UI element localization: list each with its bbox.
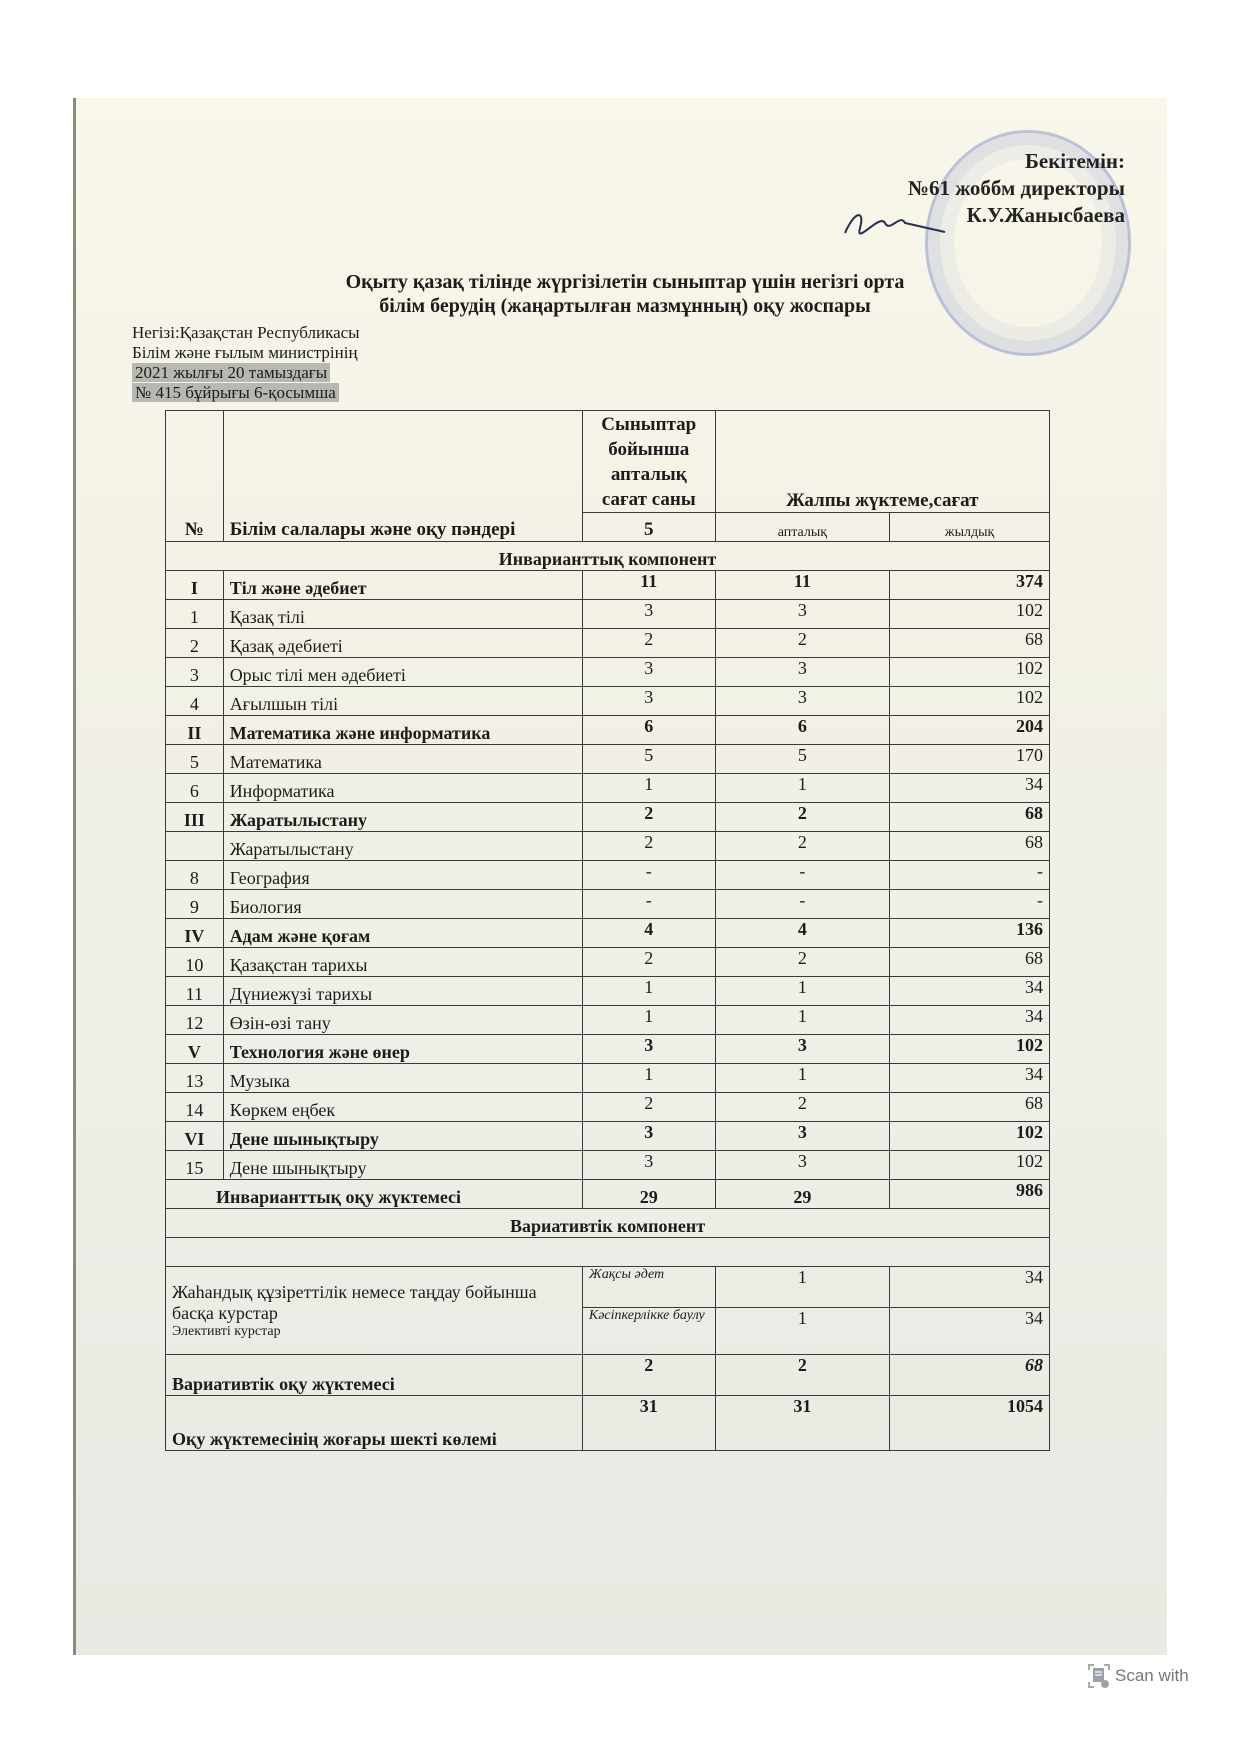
- row-subject: Орыс тілі мен әдебиеті: [223, 658, 582, 687]
- row-weekly-hours: 11: [715, 571, 890, 600]
- max-total-grade: 31: [582, 1396, 715, 1451]
- row-subject: Жаратылыстану: [223, 803, 582, 832]
- row-yearly-hours: 204: [890, 716, 1050, 745]
- basis-reference: [132, 323, 360, 403]
- table-row: [166, 600, 1050, 629]
- row-grade-hours: 3: [582, 600, 715, 629]
- table-row: [166, 1006, 1050, 1035]
- row-num: 1: [166, 600, 224, 629]
- row-weekly-hours: 2: [715, 629, 890, 658]
- row-subject: Жаратылыстану: [223, 832, 582, 861]
- row-yearly-hours: 102: [890, 600, 1050, 629]
- row-yearly-hours: 68: [890, 832, 1050, 861]
- table-row: [166, 832, 1050, 861]
- row-num: [166, 832, 224, 861]
- scanner-watermark: [1087, 1663, 1189, 1689]
- row-weekly-hours: -: [715, 861, 890, 890]
- table-row: [166, 658, 1050, 687]
- variative-title: Вариативтік компонент: [166, 1209, 1050, 1238]
- title-line-2: білім берудің (жаңартылған мазмұнның) оқу жоспары: [379, 295, 871, 317]
- row-grade-hours: 1: [582, 1064, 715, 1093]
- table-row: [166, 774, 1050, 803]
- row-subject: Дүниежүзі тарихы: [223, 977, 582, 1006]
- table-row: [166, 948, 1050, 977]
- row-grade-hours: 6: [582, 716, 715, 745]
- row-grade-hours: 3: [582, 658, 715, 687]
- table-row: [166, 745, 1050, 774]
- row-yearly-hours: 102: [890, 1151, 1050, 1180]
- variative-row-1: [166, 1267, 1050, 1308]
- row-subject: Тіл және әдебиет: [223, 571, 582, 600]
- row-num: 15: [166, 1151, 224, 1180]
- row-weekly-hours: 3: [715, 687, 890, 716]
- row-num: 14: [166, 1093, 224, 1122]
- table-row: [166, 629, 1050, 658]
- table-header-row: [166, 411, 1050, 513]
- table-row: [166, 1151, 1050, 1180]
- table-row: [166, 1035, 1050, 1064]
- row-grade-hours: 1: [582, 1006, 715, 1035]
- variative-groups: [166, 1267, 583, 1355]
- header-yearly-sub: жылдық: [890, 512, 1050, 541]
- invariant-total-grade: 29: [582, 1180, 715, 1209]
- variative-weekly-2: 1: [715, 1308, 890, 1355]
- variative-group-1: Жаһандық құзіреттілік немесе таңдау бойынша басқа курстар: [172, 1281, 537, 1323]
- row-grade-hours: 2: [582, 803, 715, 832]
- row-weekly-hours: 3: [715, 600, 890, 629]
- row-num: II: [166, 716, 224, 745]
- variative-group-2: Элективті курстар: [172, 1323, 281, 1339]
- row-grade-hours: 2: [582, 832, 715, 861]
- row-weekly-hours: 2: [715, 803, 890, 832]
- row-yearly-hours: 102: [890, 658, 1050, 687]
- header-weekly-sub: апталық: [715, 512, 890, 541]
- approval-heading: Бекітемін:: [1024, 149, 1125, 173]
- row-num: 9: [166, 890, 224, 919]
- row-num: 6: [166, 774, 224, 803]
- row-yearly-hours: 102: [890, 687, 1050, 716]
- variative-yearly-2: 34: [890, 1308, 1050, 1355]
- row-grade-hours: 4: [582, 919, 715, 948]
- row-weekly-hours: 1: [715, 774, 890, 803]
- table-row: [166, 687, 1050, 716]
- row-weekly-hours: 2: [715, 948, 890, 977]
- variative-total-yearly: 68: [890, 1355, 1050, 1396]
- scanner-watermark-label: Scan with: [1115, 1666, 1189, 1685]
- row-grade-hours: -: [582, 890, 715, 919]
- row-subject: Ағылшын тілі: [223, 687, 582, 716]
- row-num: IV: [166, 919, 224, 948]
- header-num: №: [166, 411, 224, 542]
- row-weekly-hours: 5: [715, 745, 890, 774]
- row-weekly-hours: 6: [715, 716, 890, 745]
- row-yearly-hours: 170: [890, 745, 1050, 774]
- table-row: [166, 1122, 1050, 1151]
- row-grade-hours: 2: [582, 629, 715, 658]
- row-subject: Математика: [223, 745, 582, 774]
- row-yearly-hours: 34: [890, 977, 1050, 1006]
- row-yearly-hours: 34: [890, 1006, 1050, 1035]
- row-subject: Дене шынықтыру: [223, 1122, 582, 1151]
- variative-yearly-1: 34: [890, 1267, 1050, 1308]
- row-weekly-hours: -: [715, 890, 890, 919]
- max-total-weekly: 31: [715, 1396, 890, 1451]
- basis-line-3: 2021 жылғы 20 тамыздағы: [132, 363, 330, 382]
- row-num: 3: [166, 658, 224, 687]
- row-num: 10: [166, 948, 224, 977]
- row-yearly-hours: 68: [890, 803, 1050, 832]
- row-grade-hours: 3: [582, 1122, 715, 1151]
- variative-total-label: Вариативтік оқу жүктемесі: [166, 1355, 583, 1396]
- header-weekly: Сыныптар бойынша апталық сағат саны: [582, 411, 715, 513]
- row-weekly-hours: 2: [715, 832, 890, 861]
- row-subject: География: [223, 861, 582, 890]
- row-grade-hours: 5: [582, 745, 715, 774]
- invariant-total-row: [166, 1180, 1050, 1209]
- variative-course-2: Кәсіпкерлікке баулу: [582, 1308, 715, 1355]
- row-yearly-hours: -: [890, 890, 1050, 919]
- row-weekly-hours: 2: [715, 1093, 890, 1122]
- row-yearly-hours: 102: [890, 1122, 1050, 1151]
- invariant-total-weekly: 29: [715, 1180, 890, 1209]
- row-grade-hours: 11: [582, 571, 715, 600]
- row-weekly-hours: 1: [715, 1006, 890, 1035]
- row-num: 12: [166, 1006, 224, 1035]
- row-weekly-hours: 1: [715, 977, 890, 1006]
- row-yearly-hours: 34: [890, 774, 1050, 803]
- row-subject: Қазақ тілі: [223, 600, 582, 629]
- row-num: III: [166, 803, 224, 832]
- variative-course-1: Жақсы әдет: [582, 1267, 715, 1308]
- row-yearly-hours: 68: [890, 629, 1050, 658]
- variative-total-row: [166, 1355, 1050, 1396]
- table-row: [166, 861, 1050, 890]
- row-yearly-hours: 34: [890, 1064, 1050, 1093]
- basis-line-2: Білім және ғылым министрінің: [132, 343, 358, 362]
- row-num: I: [166, 571, 224, 600]
- row-yearly-hours: -: [890, 861, 1050, 890]
- table-row: [166, 919, 1050, 948]
- header-total: Жалпы жүктеме,сағат: [715, 411, 1049, 513]
- row-yearly-hours: 136: [890, 919, 1050, 948]
- row-grade-hours: 1: [582, 774, 715, 803]
- row-num: 8: [166, 861, 224, 890]
- max-total-yearly: 1054: [890, 1396, 1050, 1451]
- header-grade: 5: [582, 512, 715, 541]
- row-num: V: [166, 1035, 224, 1064]
- row-weekly-hours: 1: [715, 1064, 890, 1093]
- invariant-title: Инварианттық компонент: [166, 542, 1050, 571]
- row-num: 13: [166, 1064, 224, 1093]
- row-weekly-hours: 3: [715, 1122, 890, 1151]
- row-subject: Дене шынықтыру: [223, 1151, 582, 1180]
- table-row: [166, 977, 1050, 1006]
- row-subject: Математика және информатика: [223, 716, 582, 745]
- table-row: [166, 1093, 1050, 1122]
- row-subject: Адам және қоғам: [223, 919, 582, 948]
- row-grade-hours: 2: [582, 948, 715, 977]
- max-total-label: Оқу жүктемесінің жоғары шекті көлемі: [166, 1396, 583, 1451]
- row-grade-hours: 1: [582, 977, 715, 1006]
- variative-total-grade: 2: [582, 1355, 715, 1396]
- row-subject: Музыка: [223, 1064, 582, 1093]
- table-row: [166, 890, 1050, 919]
- row-subject: Информатика: [223, 774, 582, 803]
- table-row: [166, 716, 1050, 745]
- row-yearly-hours: 374: [890, 571, 1050, 600]
- header-subject: Білім салалары және оқу пәндері: [223, 411, 582, 542]
- approval-position: №61 жоббм директоры: [907, 176, 1125, 200]
- row-subject: Биология: [223, 890, 582, 919]
- invariant-section-row: [166, 542, 1050, 571]
- row-grade-hours: 2: [582, 1093, 715, 1122]
- invariant-rows: [166, 571, 1050, 1180]
- row-subject: Өзін-өзі тану: [223, 1006, 582, 1035]
- table-row: [166, 571, 1050, 600]
- blank-row: [166, 1238, 1050, 1267]
- row-yearly-hours: 68: [890, 948, 1050, 977]
- row-subject: Қазақ әдебиеті: [223, 629, 582, 658]
- table-row: [166, 1064, 1050, 1093]
- row-grade-hours: 3: [582, 1035, 715, 1064]
- row-num: 11: [166, 977, 224, 1006]
- curriculum-table: [165, 410, 1050, 1451]
- row-weekly-hours: 3: [715, 1035, 890, 1064]
- table-row: [166, 803, 1050, 832]
- max-total-row: [166, 1396, 1050, 1451]
- row-grade-hours: 3: [582, 1151, 715, 1180]
- row-weekly-hours: 3: [715, 1151, 890, 1180]
- row-grade-hours: 3: [582, 687, 715, 716]
- basis-line-1: Негізі:Қазақстан Республикасы: [132, 323, 360, 342]
- blank-cell: [166, 1238, 1050, 1267]
- row-num: 2: [166, 629, 224, 658]
- row-grade-hours: -: [582, 861, 715, 890]
- variative-total-weekly: 2: [715, 1355, 890, 1396]
- row-yearly-hours: 68: [890, 1093, 1050, 1122]
- row-num: 4: [166, 687, 224, 716]
- basis-line-4: № 415 бұйрығы 6-қосымша: [132, 383, 339, 402]
- row-num: VI: [166, 1122, 224, 1151]
- signature-icon: [840, 208, 950, 238]
- title-line-1: Оқыту қазақ тілінде жүргізілетін сыныптар үшін негізгі орта: [345, 271, 905, 293]
- row-weekly-hours: 4: [715, 919, 890, 948]
- row-num: 5: [166, 745, 224, 774]
- variative-weekly-1: 1: [715, 1267, 890, 1308]
- row-subject: Көркем еңбек: [223, 1093, 582, 1122]
- approval-name: К.У.Жаныcбаева: [966, 203, 1125, 227]
- row-yearly-hours: 102: [890, 1035, 1050, 1064]
- row-weekly-hours: 3: [715, 658, 890, 687]
- row-subject: Технология және өнер: [223, 1035, 582, 1064]
- document-title: [250, 270, 1000, 318]
- invariant-total-label: Инварианттық оқу жүктемесі: [166, 1180, 583, 1209]
- scan-document-icon: [1087, 1663, 1111, 1689]
- invariant-total-yearly: 986: [890, 1180, 1050, 1209]
- variative-section-row: [166, 1209, 1050, 1238]
- row-subject: Қазақстан тарихы: [223, 948, 582, 977]
